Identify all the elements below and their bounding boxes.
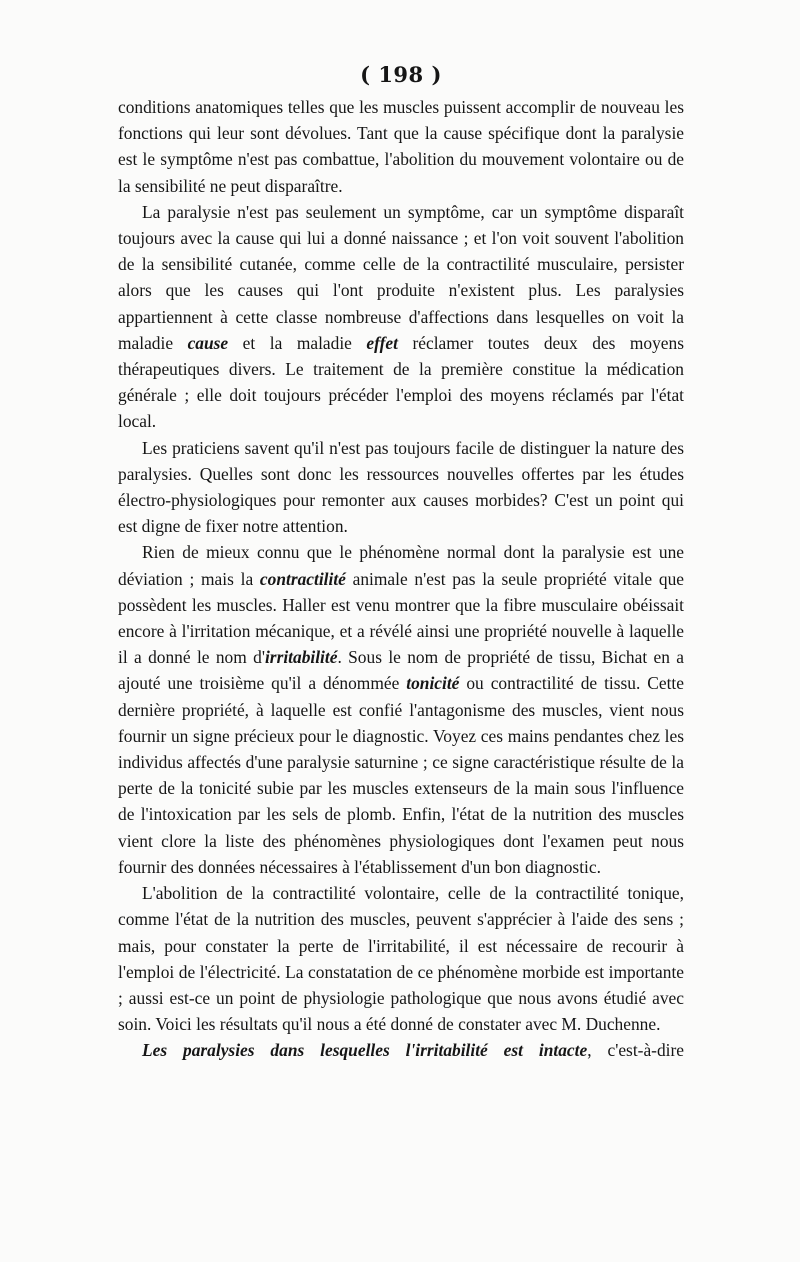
paragraph-p2 <box>118 199 684 435</box>
text-run: L'abolition de la contractilité volontaire, celle de la contractilité tonique, comme l'état de la nutrition des muscles, peuvent s'apprécier à l'aide des sens ; mais, pour constater la perte de l'irritabilité, il est nécessaire de recourir à l'emploi de l'électricité. La constatation de ce phénomène morbide est importante ; aussi est-ce un point de physiologie pathologique que nous avons étudié avec soin. Voici les résultats qu'il nous a été donné de constater avec M. Duchenne. <box>118 883 684 1035</box>
text-run: réclamer toutes deux des moyens thérapeutiques divers. Le traitement de la première constitue la médication générale ; elle doit toujours précéder l'emploi des moyens réclamés par l'état local. <box>118 332 684 432</box>
paragraph-p4 <box>118 539 684 880</box>
italic-term: irritabilité <box>264 647 338 668</box>
italic-term: Les paralysies dans lesquelles l'irritabilité est intacte <box>142 1040 588 1061</box>
page-body <box>118 94 684 1064</box>
italic-term: effet <box>366 332 398 353</box>
page-number: ( 198 ) <box>360 62 442 87</box>
italic-term: contractilité <box>259 568 346 589</box>
paragraph-p1 <box>118 94 684 199</box>
paragraph-p5 <box>118 880 684 1037</box>
paragraph-p3 <box>118 435 684 540</box>
italic-term: cause <box>187 332 229 353</box>
text-run: ou contractilité de tissu. Cette dernière propriété, à laquelle est confié l'antagonisme des muscles, vient nous fournir un signe précieux pour le diagnostic. Voyez ces mains pendantes chez les individus affectés d'une paralysie saturnine ; ce signe caractéristique résulte de la perte de la tonicité subie par les muscles extenseurs de la main sous l'influence de l'intoxication par les sels de plomb. Enfin, l'état de la nutrition des muscles vient clore la liste des phénomènes physiologiques dont l'examen peut nous fournir des données nécessaires à l'établissement d'un bon diagnostic. <box>118 673 684 877</box>
italic-term: tonicité <box>406 673 460 694</box>
text-run: animale n'est pas la seule propriété vitale que possèdent les muscles. Haller est venu montrer que la fibre musculaire obéissait encore à l'irritation mécanique, et a révélé ainsi une propriété nouvelle à laquelle il a donné le nom d' <box>118 568 684 668</box>
text-run: . Sous le nom de propriété de tissu, Bichat en a ajouté une troisième qu'il a dénommée <box>118 647 685 694</box>
text-run: La paralysie n'est pas seulement un symptôme, car un symptôme disparaît toujours avec la cause qui lui a donné naissance ; et l'on voit souvent l'abolition de la sensibilité cutanée, comme celle de la contractilité musculaire, persister alors que les causes qui l'ont produite n'existent plus. Les paralysies appartiennent à cette classe nombreuse d'affections dans lesquelles on voit la maladie <box>118 201 684 353</box>
text-run: , c'est-à-dire <box>587 1040 684 1061</box>
text-run: et la maladie <box>228 332 367 353</box>
paragraph-p6 <box>118 1037 684 1063</box>
text-run: conditions anatomiques telles que les muscles puissent accomplir de nouveau les fonctions qui leur sont dévolues. Tant que la cause spécifique dont la paralysie est le symptôme n'est pas combattue, l'abolition du mouvement volontaire ou de la sensibilité ne peut disparaître. <box>118 97 684 196</box>
text-run: Rien de mieux connu que le phénomène normal dont la paralysie est une déviation ; mais la <box>118 542 684 589</box>
text-run: Les praticiens savent qu'il n'est pas toujours facile de distinguer la nature des paralysies. Quelles sont donc les ressources nouvelles offertes par les études électro-physiologiques pour remonter aux causes morbides? C'est un point qui est digne de fixer notre attention. <box>118 437 684 537</box>
book-page <box>118 58 684 1064</box>
